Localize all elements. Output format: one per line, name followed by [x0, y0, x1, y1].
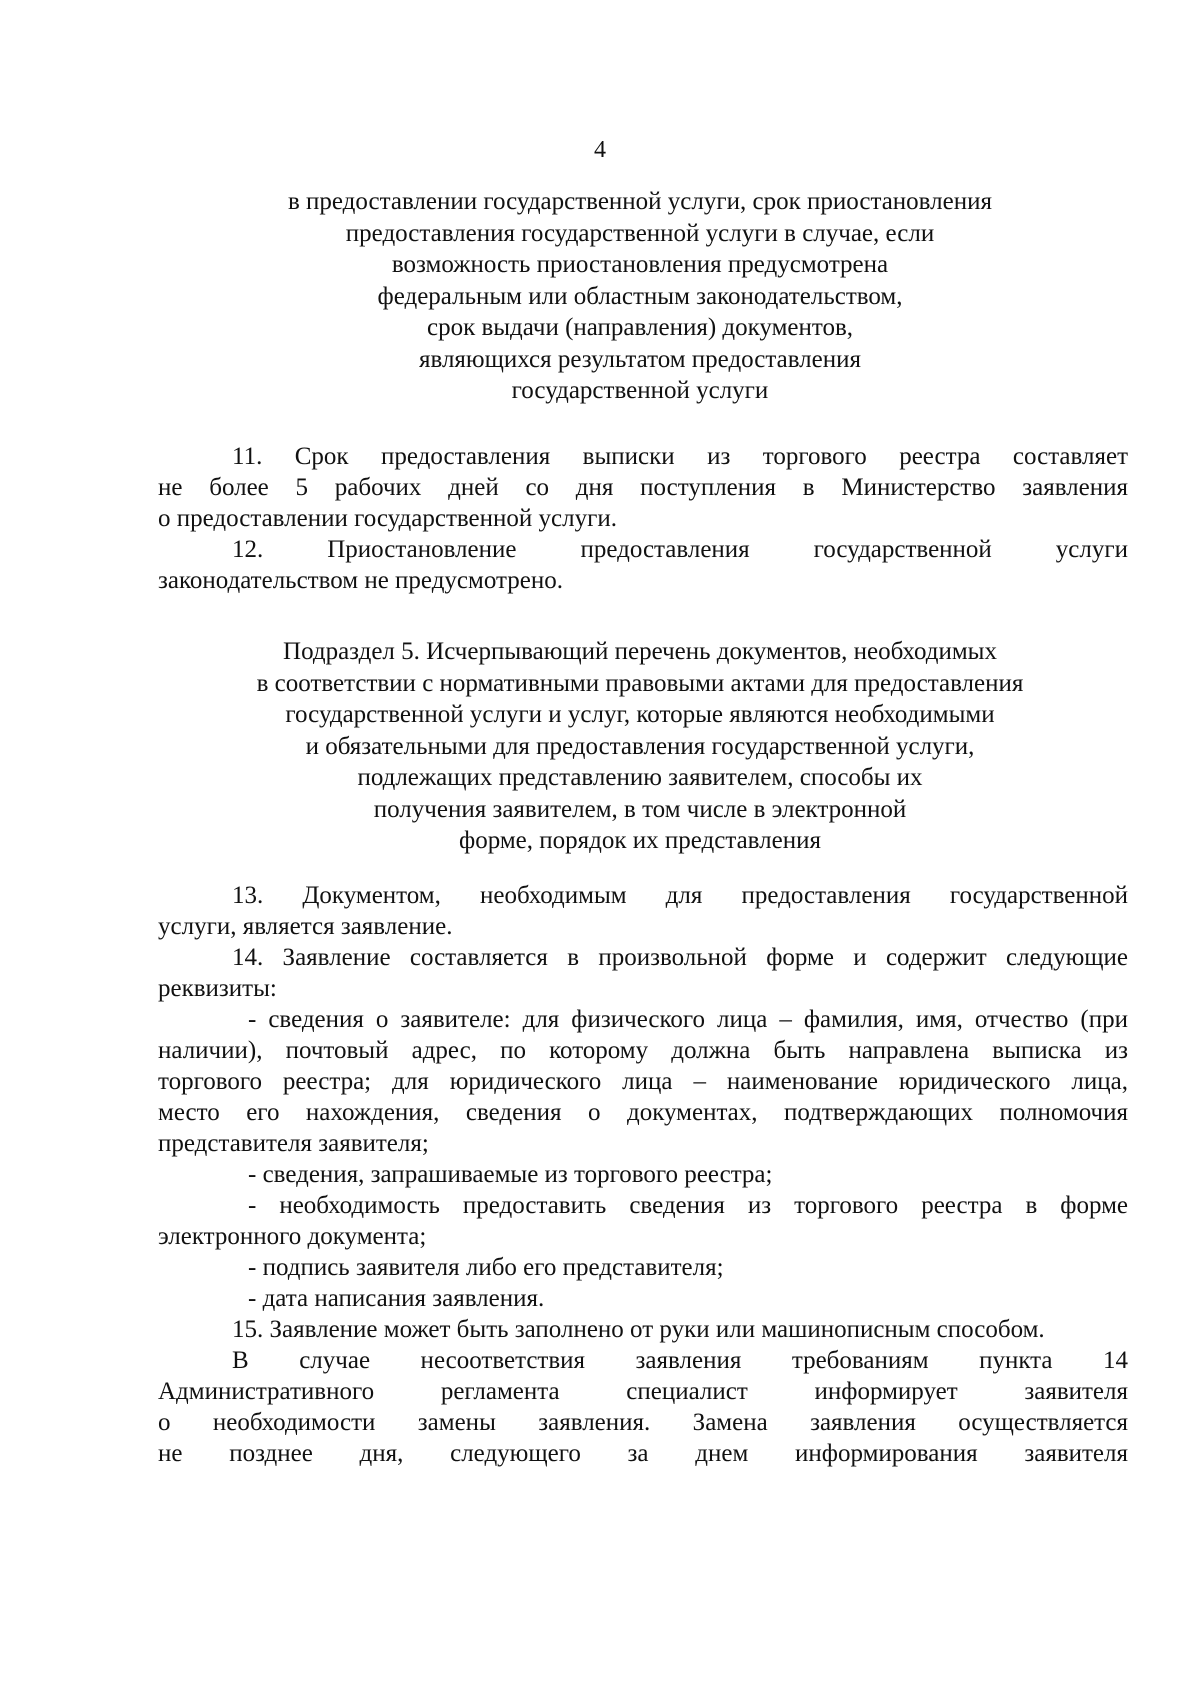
- paragraph-line: представителя заявителя;: [158, 1130, 429, 1157]
- paragraph-14: [158, 942, 1128, 1004]
- paragraph-12: [158, 534, 1128, 596]
- paragraph-line: законодательством не предусмотрено.: [158, 567, 563, 594]
- heading-line: и обязательными для предоставления государственной услуги,: [305, 732, 975, 760]
- paragraph-line: торгового реестра; для юридического лица – наименование юридического лица,: [158, 1068, 1128, 1095]
- paragraph-13: [158, 880, 1128, 942]
- heading-line: Подраздел 5. Исчерпывающий перечень документов, необходимых: [283, 638, 997, 665]
- paragraph-line: - сведения, запрашиваемые из торгового реестра;: [248, 1161, 773, 1188]
- paragraph-line: 11. Срок предоставления выписки из торгового реестра составляет: [232, 443, 1128, 470]
- heading-line: получения заявителем, в том числе в электронной: [373, 795, 907, 823]
- paragraph-line: не позднее дня, следующего за днем информирования заявителя: [158, 1440, 1128, 1467]
- paragraph-11: [158, 441, 1128, 534]
- paragraph-line: услуги, является заявление.: [158, 913, 453, 940]
- paragraph-line: не более 5 рабочих дней со дня поступления в Министерство заявления: [158, 474, 1128, 501]
- paragraph-line: электронного документа;: [158, 1223, 427, 1250]
- heading-line: федеральным или областным законодательством,: [377, 282, 903, 310]
- paragraph-line: наличии), почтовый адрес, по которому должна быть направлена выписка из: [158, 1037, 1128, 1064]
- paragraph-line: реквизиты:: [158, 975, 277, 1002]
- heading-line: государственной услуги: [511, 377, 769, 404]
- heading-line: в предоставлении государственной услуги, срок приостановления: [287, 188, 992, 215]
- paragraph-15: [158, 1314, 1128, 1345]
- paragraph-line: 14. Заявление составляется в произвольной форме и содержит следующие: [232, 944, 1128, 971]
- section-heading-deadlines: [150, 186, 1130, 407]
- heading-line: являющихся результатом предоставления: [418, 345, 862, 373]
- paragraph-line: В случае несоответствия заявления требованиям пункта 14: [232, 1347, 1128, 1374]
- paragraph-line: - подпись заявителя либо его представителя;: [248, 1254, 724, 1281]
- paragraph-line: место его нахождения, сведения о документах, подтверждающих полномочия: [158, 1099, 1128, 1126]
- paragraph-line: 13. Документом, необходимым для предоставления государственной: [232, 882, 1128, 909]
- paragraph-line: 15. Заявление может быть заполнено от руки или машинописным способом.: [232, 1316, 1045, 1343]
- heading-line: возможность приостановления предусмотрена: [391, 251, 889, 278]
- heading-line: предоставления государственной услуги в случае, если: [345, 219, 935, 247]
- heading-line: в соответствии с нормативными правовыми актами для предоставления: [256, 669, 1024, 697]
- list-item-date: [158, 1283, 1128, 1314]
- paragraph-line: о предоставлении государственной услуги.: [158, 505, 617, 532]
- list-item-applicant-info: [158, 1004, 1128, 1159]
- paragraph-line: - дата написания заявления.: [248, 1285, 545, 1312]
- paragraph-line: 12. Приостановление предоставления государственной услуги: [232, 536, 1128, 563]
- list-item-signature: [158, 1252, 1128, 1283]
- list-item-requested-info: [158, 1159, 1128, 1190]
- heading-line: подлежащих представлению заявителем, способы их: [357, 764, 923, 791]
- list-item-electronic-form: [158, 1190, 1128, 1252]
- paragraph-15-continued: [158, 1345, 1128, 1469]
- body-text-section-1: [158, 441, 1128, 596]
- paragraph-line: - сведения о заявителе: для физического лица – фамилия, имя, отчество (при: [248, 1006, 1128, 1033]
- heading-line: государственной услуги и услуг, которые являются необходимыми: [285, 701, 995, 728]
- body-text-section-2: [158, 880, 1128, 1469]
- paragraph-line: - необходимость предоставить сведения из торгового реестра в форме: [248, 1192, 1128, 1219]
- page-number: 4: [594, 137, 606, 163]
- paragraph-line: о необходимости замены заявления. Замена заявления осуществляется: [158, 1409, 1128, 1436]
- paragraph-line: Административного регламента специалист информирует заявителя: [158, 1378, 1128, 1405]
- subsection-heading-documents: [150, 636, 1130, 857]
- heading-line: форме, порядок их представления: [459, 827, 821, 854]
- heading-line: срок выдачи (направления) документов,: [426, 314, 854, 341]
